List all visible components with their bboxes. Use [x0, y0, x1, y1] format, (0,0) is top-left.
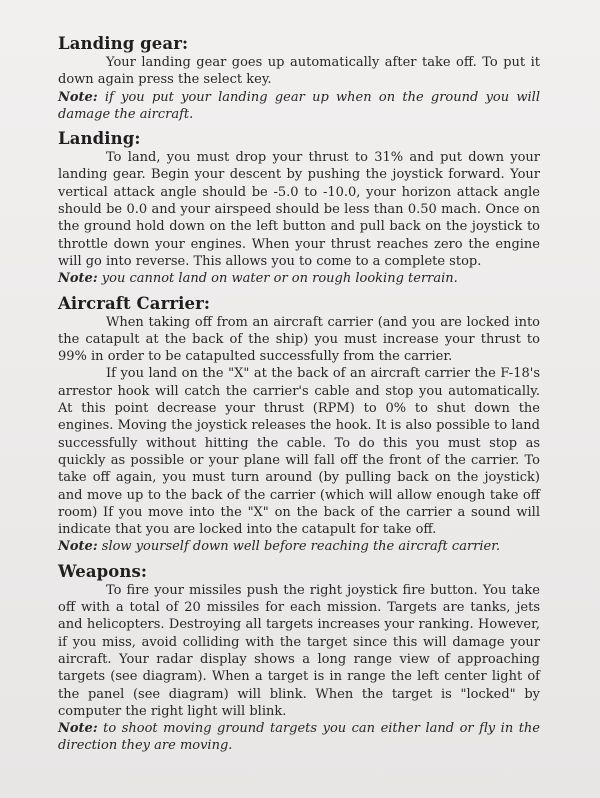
note-text: to shoot moving ground targets you can either land or fly in the direction they are moving.	[58, 721, 540, 754]
note-label: Note:	[58, 721, 98, 737]
manual-content	[58, 34, 540, 761]
heading-aircraft-carrier: Aircraft Carrier:	[58, 293, 211, 313]
note-label: Note:	[58, 539, 98, 555]
note-label: Note:	[58, 89, 98, 105]
section-aircraft-carrier	[58, 294, 540, 556]
section-landing	[58, 129, 540, 287]
note-text: you cannot land on water or on rough looking terrain.	[97, 271, 458, 287]
weapons-note	[58, 720, 540, 755]
note-text: if you put your landing gear up when on the ground you will damage the aircraft.	[58, 89, 540, 122]
heading-weapons: Weapons:	[58, 561, 148, 581]
carrier-note	[58, 538, 540, 555]
landing-note	[58, 270, 540, 287]
heading-landing: Landing:	[58, 129, 141, 149]
note-text: slow yourself down well before reaching the aircraft carrier.	[97, 539, 501, 555]
note-label: Note:	[58, 271, 98, 287]
weapons-paragraph: To fire your missiles push the right joystick fire button. You take off with a total of 20 missiles for each mission. Targets are tanks, jets and helicopters. Destroying all targets increases your ranking. However, if you miss, avoid colliding with the target since this will damage your aircraft. Your radar display shows a long range view of approaching targets (see diagram). When a target is in range the left center light of the panel (see diagram) will blink. When the target is "locked" by computer the right light will blink.	[58, 582, 540, 719]
heading-landing-gear: Landing gear:	[58, 34, 189, 53]
carrier-paragraph-2: If you land on the "X" at the back of an aircraft carrier the F-18's arrestor hook will catch the carrier's cable and stop you automatically. At this point decrease your thrust (RPM) to 0% to shut down the engines. Moving the joystick releases the hook. It is also possible to land successfully without hitting the cable. To do this you must stop as quickly as possible or your plane will fall off the front of the carrier. To take off again, you must turn around (by pulling back on the joystick) and move up to the back of the carrier (which will allow enough take off room) If you move into the "X" on the back of the carrier a sound will indicate that you are locked into the catapult for take off.	[58, 366, 540, 538]
section-landing-gear	[58, 34, 540, 123]
landing-gear-note	[58, 89, 540, 124]
section-weapons	[58, 562, 540, 755]
landing-gear-paragraph: Your landing gear goes up automatically after take off. To put it down again press the select key.	[58, 55, 540, 88]
carrier-paragraph-1: When taking off from an aircraft carrier (and you are locked into the catapult at the back of the ship) you must increase your thrust to 99% in order to be catapulted successfully from the carrier.	[58, 314, 540, 365]
landing-paragraph: To land, you must drop your thrust to 31% and put down your landing gear. Begin your descent by pushing the joystick forward. Your vertical attack angle should be -5.0 to -10.0, your horizon attack angle should be 0.0 and your airspeed should be less than 0.50 mach. Once on the ground hold down on the left button and pull back on the joystick to throttle down your engines. When your thrust reaches zero the engine will go into reverse. This allows you to come to a complete stop.	[58, 150, 540, 269]
